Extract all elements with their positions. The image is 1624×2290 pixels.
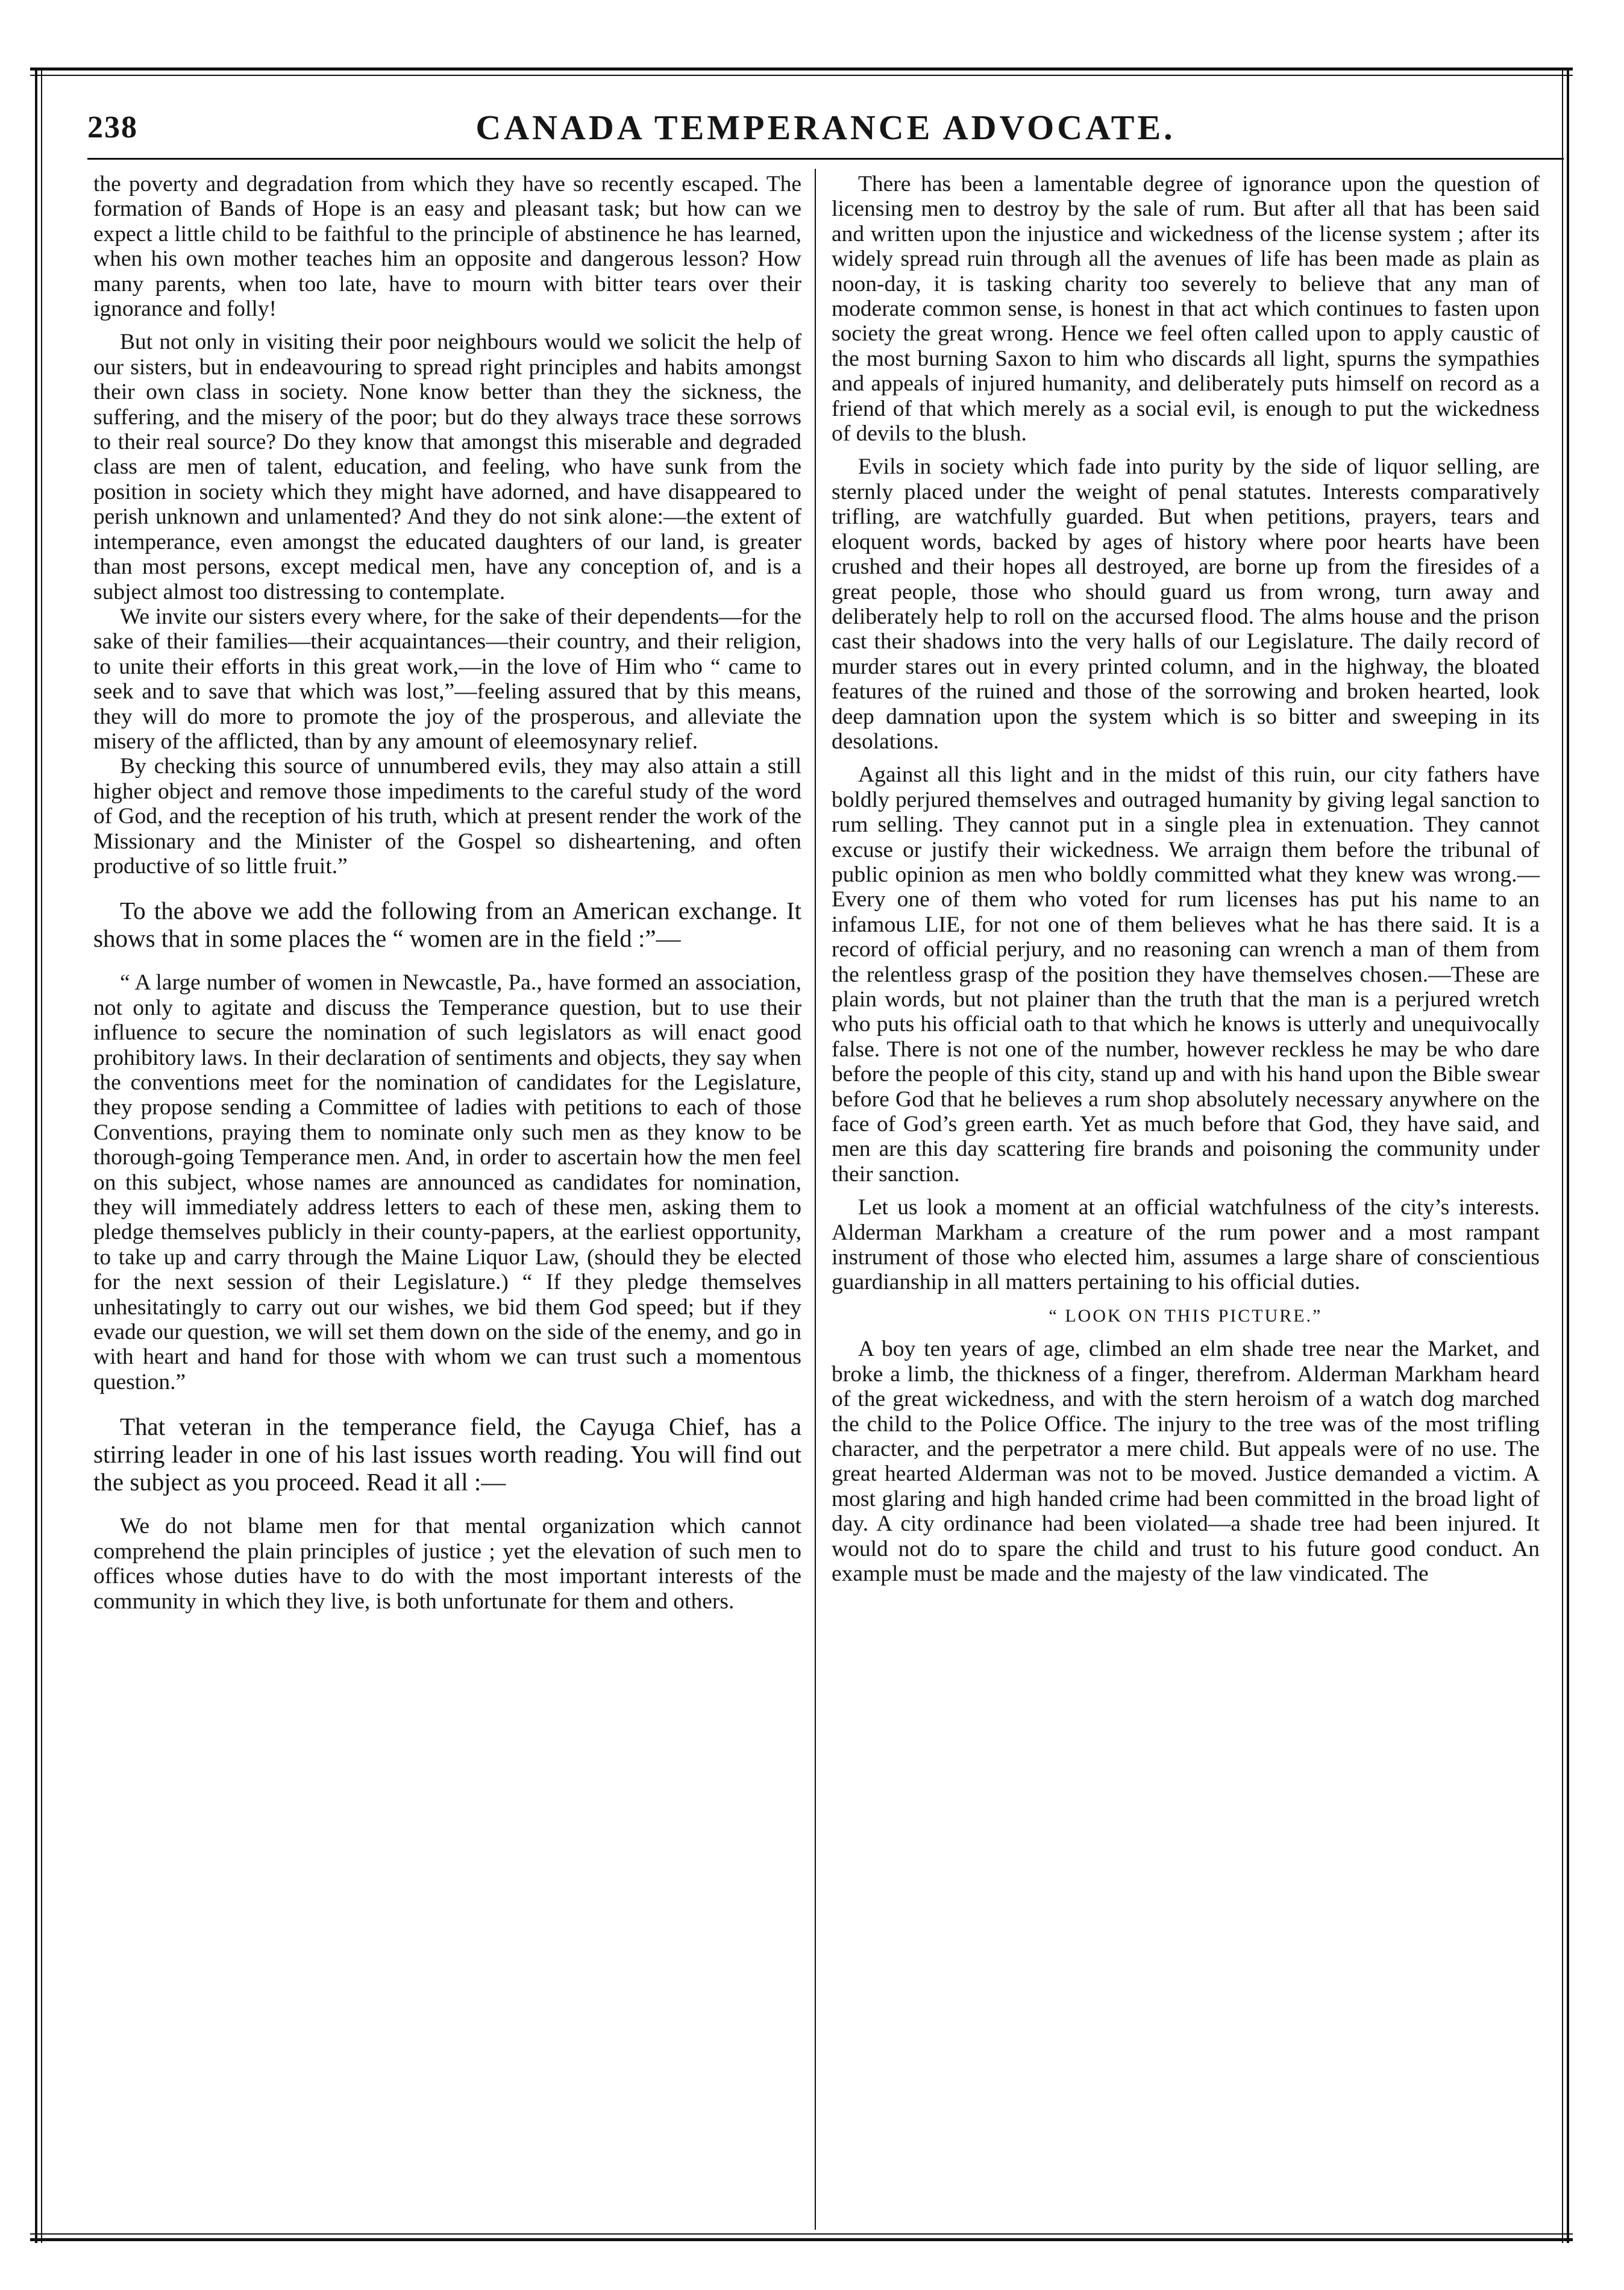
left-border-rule [35, 67, 37, 2243]
page-header [87, 102, 1564, 157]
right-border-rule-thin [1562, 67, 1563, 2243]
right-column [832, 172, 1540, 1586]
top-border-rule-thin [30, 75, 1573, 76]
top-border-rule [30, 67, 1573, 71]
header-underline-rule [87, 158, 1564, 160]
article-paragraph: A boy ten years of age, climbed an elm shade tree near the Market, and broke a limb, the thickness of a finger, therefrom. Alderman Markham heard of the great wickedness, and with the stern heroism of a watch dog marched the child to the Police Office. The injury to the tree was of the most trifling character, and the perpetrator a mere child. But appeals were of no use. The great hearted Alderman was not to be moved. Justice demanded a victim. A most glaring and high handed crime had been committed in the broad light of day. A city ordinance had been violated—a shade tree had been injured. It would not do to spare the child and trust to his future good conduct. An example must be made and the majesty of the law vindicated. The [832, 1337, 1540, 1586]
article-paragraph: By checking this source of unnumbered evils, they may also attain a still higher object and remove those impediments to the careful study of the word of God, and the reception of his truth, which at present render the work of the Missionary and the Minister of the Gospel so disheartening, and often productive of so little fruit.” [93, 754, 801, 879]
publication-title: CANADA TEMPERANCE ADVOCATE. [475, 108, 1176, 147]
editorial-intro: That veteran in the temperance field, the Cayuga Chief, has a stirring leader in one of his last issues worth reading. You will find out the subject as you proceed. Read it all :— [93, 1413, 801, 1496]
left-border-rule-thin [41, 67, 42, 2243]
article-paragraph: We invite our sisters every where, for the sake of their dependents—for the sake of their families—their acquaintances—their country, and their religion, to unite their efforts in this great work,—in the love of Him who “ came to seek and to save that which was lost,”—feeling assured that by this means, they will do more to promote the joy of the prosperous, and alleviate the misery of the afflicted, than by any amount of eleemosynary relief. [93, 604, 801, 754]
article-paragraph: the poverty and degradation from which they have so recently escaped. The formation of Bands of Hope is an easy and pleasant task; but how can we expect a little child to be faithful to the principle of abstinence he has learned, when his own mother teaches him an opposite and dangerous lesson? How many parents, when too late, have to mourn with bitter tears over their ignorance and folly! [93, 172, 801, 322]
editorial-intro: To the above we add the following from an American exchange. It shows that in some places the “ women are in the field :”— [93, 897, 801, 953]
right-border-rule [1567, 67, 1569, 2243]
bottom-border-rule-thin [30, 2233, 1573, 2235]
left-column [93, 172, 801, 1614]
quoted-paragraph: We do not blame men for that mental organization which cannot comprehend the plain principles of justice ; yet the elevation of such men to offices whose duties have to do with the most important interests of the community in which they live, is both unfortunate for them and others. [93, 1514, 801, 1614]
article-paragraph: Evils in society which fade into purity by the side of liquor selling, are sternly placed under the weight of penal statutes. Interests comparatively trifling, are watchfully guarded. But when petitions, prayers, tears and eloquent words, backed by ages of history where poor hearts have been crushed and their hopes all destroyed, are borne up from the firesides of a great people, those who should guard us from wrong, turn away and deliberately help to roll on the accursed flood. The alms house and the prison cast their shadows into the very halls of our Legislature. The daily record of murder stares out in every printed column, and in the highway, the bloated features of the ruined and those of the sorrowing and broken hearted, look deep damnation upon the system which is so bitter and sweeping in its desolations. [832, 454, 1540, 754]
section-heading: “ LOOK ON THIS PICTURE.” [1049, 1305, 1323, 1326]
quoted-paragraph: “ A large number of women in Newcastle, Pa., have formed an association, not only to agitate and discuss the Temperance question, but to use their influence to secure the nomination of such legislators as will enact good prohibitory laws. In their declaration of sentiments and objects, they say when the conventions meet for the nomination of candidates for the Legislature, they propose sending a Committee of ladies with petitions to each of those Conventions, praying them to nominate only such men as they know to be thorough-going Temperance men. And, in order to ascertain how the men feel on this subject, whose names are announced as candidates for nomination, they will immediately address letters to each of these men, asking them to pledge themselves publicly in their county-papers, at the earliest opportunity, to take up and carry through the Maine Liquor Law, (should they be elected for the next session of their Legislature.) “ If they pledge themselves unhesitatingly to carry out our wishes, we bid them God speed; but if they evade our question, we will set them down on the side of the enemy, and go in with heart and hand for those with whom we can trust such a momentous question.” [93, 970, 801, 1394]
column-divider-rule [815, 169, 816, 2230]
article-paragraph: Let us look a moment at an official watchfulness of the city’s interests. Alderman Markham a creature of the rum power and a most rampant instrument of those who elected him, assumes a large share of conscientious guardianship in all matters pertaining to his official duties. [832, 1195, 1540, 1295]
page-number: 238 [87, 110, 138, 145]
article-paragraph: There has been a lamentable degree of ignorance upon the question of licensing men to destroy by the sale of rum. But after all that has been said and written upon the injustice and wickedness of the license system ; after its widely spread ruin through all the avenues of life has been made as plain as noon-day, it is tasking charity too severely to believe that any man of moderate common sense, is honest in that act which continues to fasten upon society the great wrong. Hence we feel often called upon to apply caustic of the most burning Saxon to him who discards all light, spurns the sympathies and appeals of injured humanity, and deliberately puts himself on record as a friend of that which merely as a social evil, is enough to put the wickedness of devils to the blush. [832, 172, 1540, 447]
article-paragraph: But not only in visiting their poor neighbours would we solicit the help of our sisters, but in endeavouring to spread right principles and habits amongst their own class in society. None know better than they the sickness, the suffering, and the misery of the poor; but do they always trace these sorrows to their real source? Do they know that amongst this miserable and degraded class are men of talent, education, and feeling, who have sunk from the position in society which they might have adorned, and have disappeared to perish unknown and unlamented? And they do not sink alone:—the extent of intemperance, even amongst the educated daughters of our land, is greater than most persons, except medical men, have any conception of, and is a subject almost too distressing to contemplate. [93, 330, 801, 604]
bottom-border-rule [30, 2238, 1573, 2241]
article-paragraph: Against all this light and in the midst of this ruin, our city fathers have boldly perjured themselves and outraged humanity by giving legal sanction to rum selling. They cannot put in a single plea in extenuation. They cannot excuse or justify their wickedness. We arraign them before the tribunal of public opinion as men who boldly committed what they knew was wrong.—Every one of them who voted for rum licenses has put his name to an infamous LIE, for not one of them believes what he has there said. It is a record of official perjury, and no reasoning can wrench a man of them from the relentless grasp of the position they have themselves chosen.—These are plain words, but not plainer than the truth that the man is a perjured wretch who puts his official oath to that which he knows is utterly and unequivocally false. There is not one of the number, however reckless he may be who dare before the people of this city, stand up and with his hand upon the Bible swear before God that he believes a rum shop absolutely necessary anywhere on the face of God’s green earth. Yet as much before that God, they have said, and men are this day scattering fire brands and poisoning the community under their sanction. [832, 762, 1540, 1187]
